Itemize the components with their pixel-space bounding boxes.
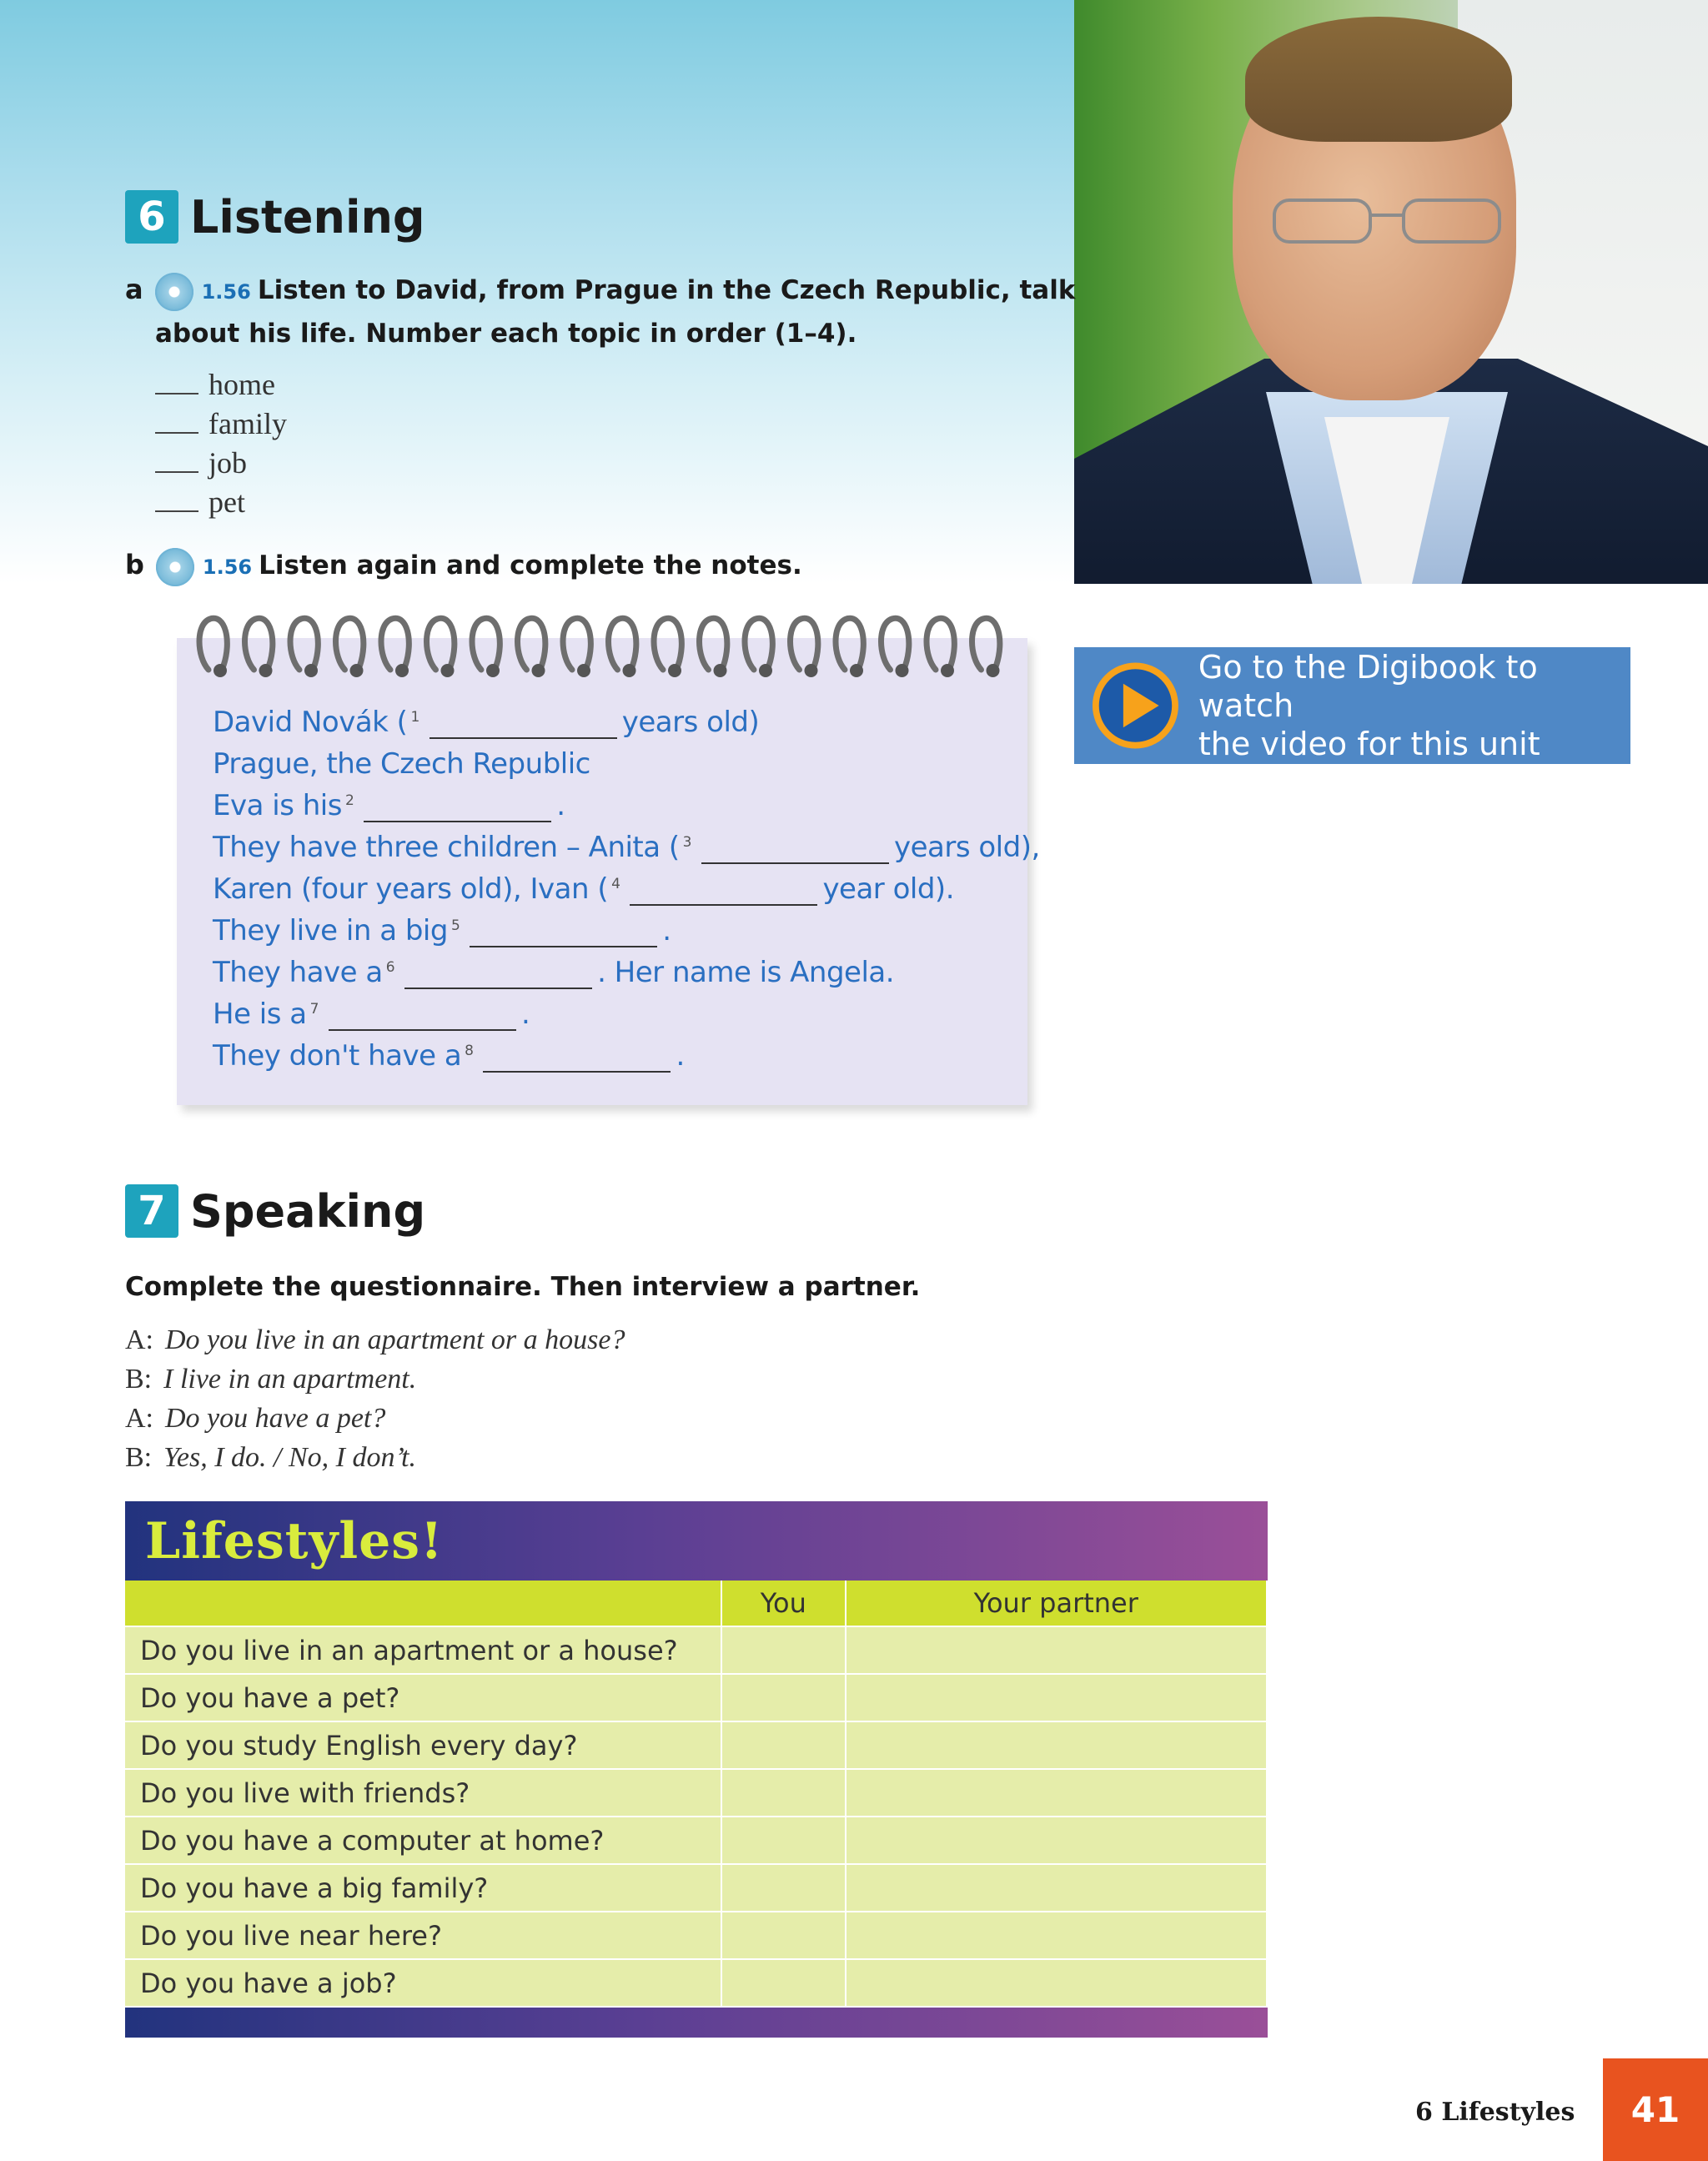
david-photo bbox=[1074, 0, 1708, 584]
table-row bbox=[125, 1626, 1267, 1674]
column-you: You bbox=[721, 1581, 846, 1626]
note-line: Karen (four years old), Ivan ( $^4$ year old). bbox=[213, 872, 954, 906]
question-cell: Do you have a big family? bbox=[125, 1864, 721, 1912]
section-number-badge: 6 bbox=[125, 190, 178, 244]
listening-heading bbox=[125, 190, 425, 244]
spiral-rings bbox=[190, 607, 1024, 691]
question-cell: Do you have a job? bbox=[125, 1959, 721, 2007]
topic-item: home bbox=[155, 367, 275, 402]
table-row bbox=[125, 1769, 1267, 1817]
cd-audio-icon[interactable] bbox=[156, 548, 194, 586]
question-cell: Do you live in an apartment or a house? bbox=[125, 1626, 721, 1674]
question-cell: Do you live near here? bbox=[125, 1912, 721, 1959]
answer-partner-cell[interactable] bbox=[846, 1959, 1267, 2007]
play-icon bbox=[1091, 660, 1180, 751]
exercise-a-instruction bbox=[125, 269, 1075, 354]
questionnaire-footer-bar bbox=[125, 2008, 1268, 2038]
exercise-b-instruction bbox=[125, 544, 802, 588]
unit-label: 6 Lifestyles bbox=[1415, 2098, 1575, 2127]
lifestyles-questionnaire bbox=[125, 1501, 1268, 2038]
cd-audio-icon[interactable] bbox=[155, 273, 193, 311]
answer-partner-cell[interactable] bbox=[846, 1864, 1267, 1912]
dialog-line: B: I live in an apartment. bbox=[125, 1364, 417, 1395]
note-line: He is a $^7$ . bbox=[213, 998, 530, 1031]
note-line: They have a $^6$ . Her name is Angela. bbox=[213, 956, 895, 989]
topic-item: family bbox=[155, 406, 287, 441]
digibook-video-link[interactable] bbox=[1074, 647, 1630, 764]
note-line: Prague, the Czech Republic bbox=[213, 747, 590, 781]
answer-you-cell[interactable] bbox=[721, 1674, 846, 1721]
instruction-line-1: Listen to David, from Prague in the Czech Republic, talk bbox=[257, 275, 1076, 305]
answer-partner-cell[interactable] bbox=[846, 1626, 1267, 1674]
instruction-line-2: about his life. Number each topic in order (1–4). bbox=[155, 319, 857, 349]
answer-you-cell[interactable] bbox=[721, 1626, 846, 1674]
answer-partner-cell[interactable] bbox=[846, 1912, 1267, 1959]
answer-partner-cell[interactable] bbox=[846, 1674, 1267, 1721]
table-row bbox=[125, 1817, 1267, 1864]
table-row bbox=[125, 1721, 1267, 1769]
questionnaire-header bbox=[125, 1501, 1268, 1581]
track-number: 1.56 bbox=[201, 280, 251, 304]
question-cell: Do you have a pet? bbox=[125, 1674, 721, 1721]
instruction-text: Listen again and complete the notes. bbox=[259, 550, 802, 580]
video-text: Go to the Digibook to watch the video for this unit bbox=[1198, 649, 1540, 762]
question-cell: Do you live with friends? bbox=[125, 1769, 721, 1817]
topic-item: job bbox=[155, 445, 247, 480]
answer-you-cell[interactable] bbox=[721, 1959, 846, 2007]
table-row bbox=[125, 1864, 1267, 1912]
dialog-line: B: Yes, I do. / No, I don’t. bbox=[125, 1442, 417, 1473]
speaking-heading bbox=[125, 1184, 425, 1238]
table-row bbox=[125, 1912, 1267, 1959]
speaking-instruction: Complete the questionnaire. Then interview a partner. bbox=[125, 1272, 921, 1302]
section-number-badge: 7 bbox=[125, 1184, 178, 1238]
question-cell: Do you have a computer at home? bbox=[125, 1817, 721, 1864]
topic-item: pet bbox=[155, 485, 245, 520]
questionnaire-table bbox=[125, 1581, 1268, 2008]
exercise-letter: b bbox=[125, 549, 144, 580]
answer-you-cell[interactable] bbox=[721, 1864, 846, 1912]
answer-partner-cell[interactable] bbox=[846, 1769, 1267, 1817]
exercise-letter: a bbox=[125, 274, 143, 305]
page-number: 41 bbox=[1603, 2058, 1708, 2161]
column-partner: Your partner bbox=[846, 1581, 1267, 1626]
section-title: Speaking bbox=[190, 1184, 426, 1238]
answer-partner-cell[interactable] bbox=[846, 1721, 1267, 1769]
table-row bbox=[125, 1674, 1267, 1721]
section-title: Listening bbox=[190, 190, 425, 244]
note-line: David Novák ( $^1$ years old) bbox=[213, 706, 760, 739]
note-line: Eva is his $^2$ . bbox=[213, 789, 565, 822]
question-cell: Do you study English every day? bbox=[125, 1721, 721, 1769]
track-number: 1.56 bbox=[202, 555, 253, 579]
answer-you-cell[interactable] bbox=[721, 1721, 846, 1769]
note-line: They don't have a $^8$ . bbox=[213, 1039, 685, 1073]
answer-you-cell[interactable] bbox=[721, 1817, 846, 1864]
dialog-line: A: Do you live in an apartment or a house? bbox=[125, 1324, 625, 1355]
dialog-line: A: Do you have a pet? bbox=[125, 1403, 386, 1434]
note-line: They live in a big $^5$ . bbox=[213, 914, 671, 947]
answer-you-cell[interactable] bbox=[721, 1912, 846, 1959]
table-row bbox=[125, 1959, 1267, 2007]
header-blank bbox=[125, 1581, 721, 1626]
answer-you-cell[interactable] bbox=[721, 1769, 846, 1817]
answer-partner-cell[interactable] bbox=[846, 1817, 1267, 1864]
questionnaire-title: Lifestyles! bbox=[145, 1511, 444, 1570]
note-line: They have three children – Anita ( $^3$ years old), bbox=[213, 831, 1040, 864]
